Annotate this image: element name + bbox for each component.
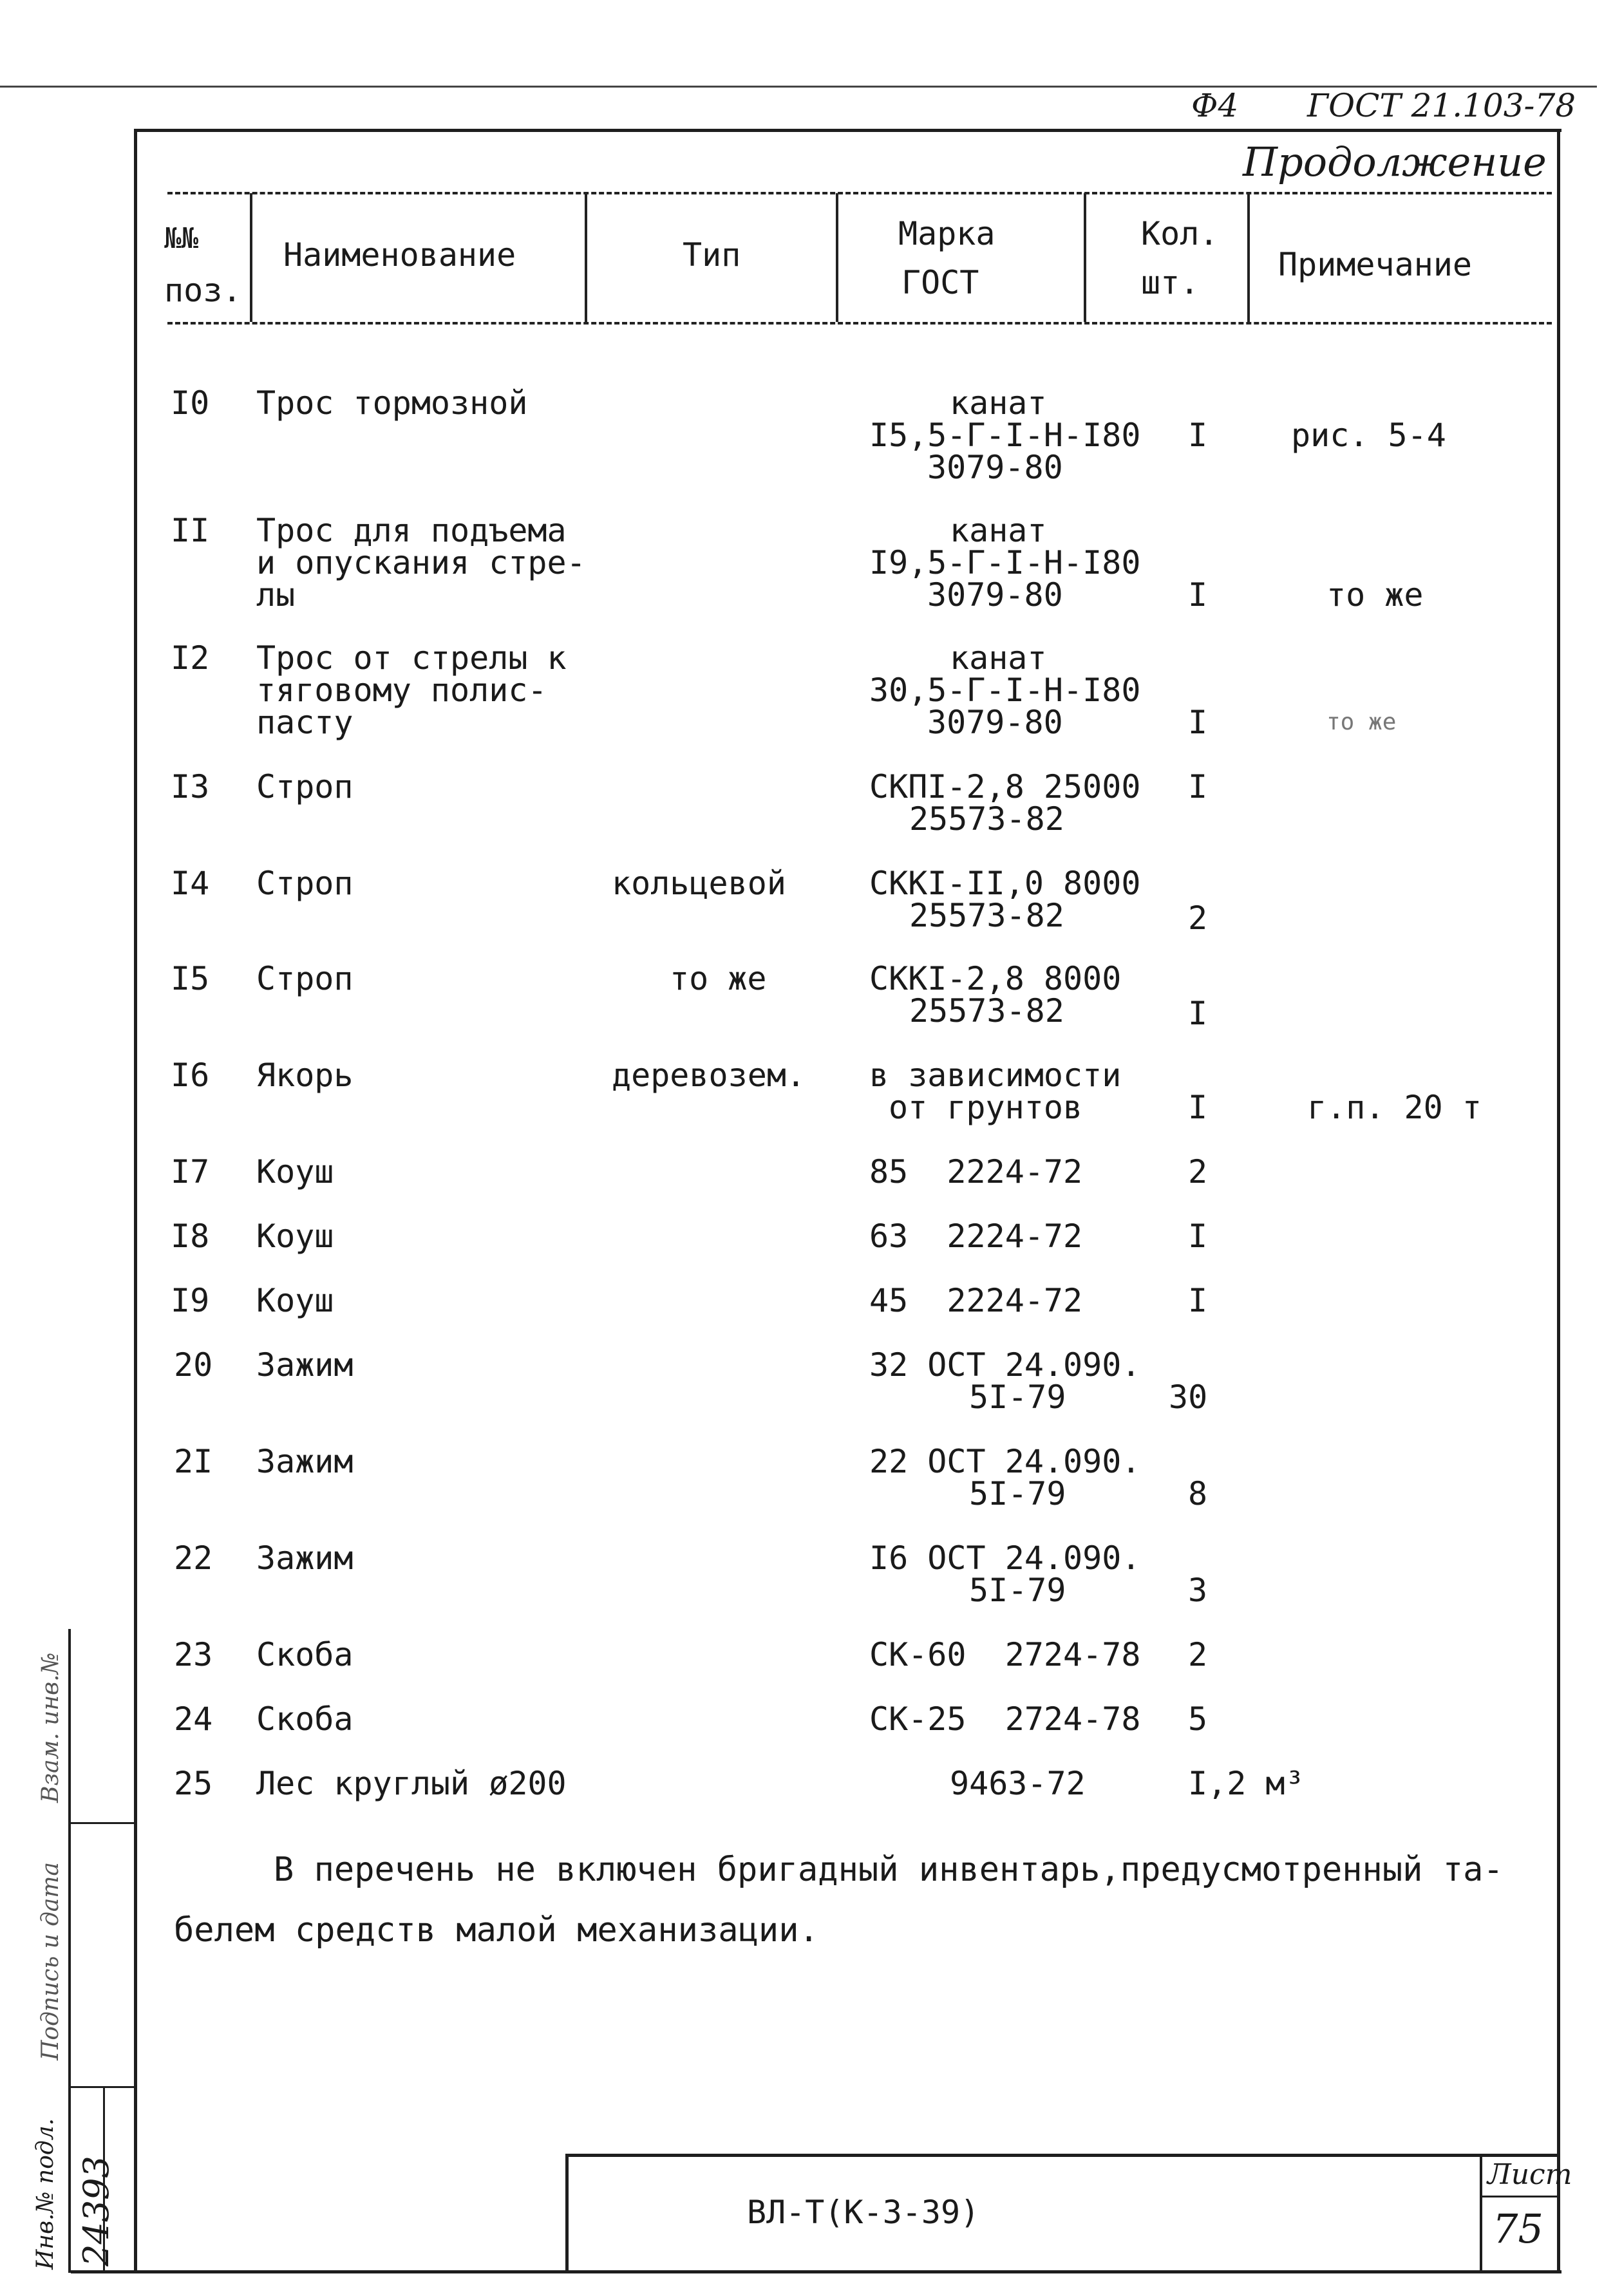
row-name: Скоба xyxy=(256,1636,354,1673)
row-mark: 30,5-Г-I-Н-I80 xyxy=(869,672,1141,709)
col-sep-5 xyxy=(1247,193,1250,322)
row-type: деревозем. xyxy=(612,1057,806,1094)
row-mark: 5I-79 xyxy=(969,1379,1066,1416)
row-mark: 5I-79 xyxy=(969,1572,1066,1609)
row-qty: 5 xyxy=(1188,1700,1208,1738)
titleblock-left xyxy=(565,2154,569,2273)
row-qty: I xyxy=(1188,576,1208,614)
row-mark: I6 ОСТ 24.090. xyxy=(869,1539,1141,1577)
row-qty: I xyxy=(1188,1089,1208,1126)
row-name: пасту xyxy=(256,704,354,741)
row-mark: СКПI-2,8 25000 xyxy=(869,768,1141,805)
titleblock-sheet-mid xyxy=(1481,2196,1558,2197)
row-name: Трос от стрелы к xyxy=(256,639,567,677)
row-mark: в зависимости xyxy=(869,1057,1122,1094)
row-pos: 24 xyxy=(174,1700,213,1738)
stamp-inv-number: 24393 xyxy=(76,2156,117,2266)
stamp-inv-label: Инв.№ подл. xyxy=(32,2118,59,2270)
titleblock-sheet-sep xyxy=(1480,2154,1482,2273)
row-pos: 2I xyxy=(174,1443,213,1480)
row-qty: I xyxy=(1188,417,1208,454)
row-mark: СККI-2,8 8000 xyxy=(869,960,1122,997)
sheet-label: Лист xyxy=(1487,2158,1572,2191)
row-qty: 2 xyxy=(1188,1636,1208,1673)
row-mark: 45 2224-72 xyxy=(869,1282,1083,1319)
row-mark: канат xyxy=(950,512,1047,549)
row-pos: 23 xyxy=(174,1636,213,1673)
row-name: Коуш xyxy=(256,1282,334,1319)
row-mark: СК-60 2724-78 xyxy=(869,1636,1141,1673)
document-code: ВЛ-Т(К-3-39) xyxy=(747,2194,980,2231)
row-mark: 63 2224-72 xyxy=(869,1218,1083,1255)
row-mark: 3079-80 xyxy=(927,576,1063,614)
col-sep-3 xyxy=(836,193,838,322)
header-rule-bottom xyxy=(167,322,1552,325)
col-note: Примечание xyxy=(1278,246,1473,283)
titleblock-top xyxy=(567,2154,1558,2157)
row-name: Трос для подъема xyxy=(256,512,567,549)
row-mark: 85 2224-72 xyxy=(869,1153,1083,1190)
row-pos: I3 xyxy=(171,768,210,805)
row-name: Зажим xyxy=(256,1539,354,1577)
row-type: то же xyxy=(670,960,767,997)
col-sep-2 xyxy=(585,193,587,322)
stamp-sign-label: Подпись и дата xyxy=(37,1862,64,2060)
row-name: Зажим xyxy=(256,1443,354,1480)
col-sep-1 xyxy=(250,193,252,322)
frame-left xyxy=(134,129,137,2273)
row-name: Скоба xyxy=(256,1700,354,1738)
row-mark: 22 ОСТ 24.090. xyxy=(869,1443,1141,1480)
row-mark: 3079-80 xyxy=(927,704,1063,741)
row-name: Строп xyxy=(256,960,354,997)
sheet-number: 75 xyxy=(1493,2205,1543,2252)
continuation-label: Продолжение xyxy=(1243,138,1547,185)
row-mark: 5I-79 xyxy=(969,1475,1066,1512)
col-qty-line1: Кол. xyxy=(1141,215,1219,252)
sheet-mark: Ф4 xyxy=(1191,87,1239,124)
row-pos: I4 xyxy=(171,865,210,902)
row-note: г.п. 20 т xyxy=(1307,1089,1482,1126)
row-qty: 3 xyxy=(1188,1572,1208,1609)
row-pos: I9 xyxy=(171,1282,210,1319)
col-qty-line2: шт. xyxy=(1141,264,1200,301)
row-note: рис. 5-4 xyxy=(1291,417,1446,454)
row-qty: I,2 м³ xyxy=(1188,1765,1305,1802)
stamp-strip-left xyxy=(68,1629,71,2273)
footnote-line-1: В перечень не включен бригадный инвентарь,предусмотренный та- xyxy=(274,1850,1504,1889)
frame-right xyxy=(1557,129,1560,2273)
stamp-row-1 xyxy=(70,1822,135,1824)
frame-top xyxy=(135,129,1561,132)
col-mark-line2: ГОСТ xyxy=(901,264,979,301)
row-mark: канат xyxy=(950,384,1047,422)
row-note: то же xyxy=(1326,576,1424,614)
row-name: тяговому полис- xyxy=(256,672,547,709)
row-qty: 30 xyxy=(1169,1379,1208,1416)
col-type: Тип xyxy=(683,236,741,274)
row-name: Трос тормозной xyxy=(256,384,528,422)
frame-bottom xyxy=(71,2270,1561,2273)
row-type: кольцевой xyxy=(612,865,786,902)
row-mark: 25573-82 xyxy=(909,800,1064,838)
row-name: Строп xyxy=(256,768,354,805)
col-sep-4 xyxy=(1084,193,1086,322)
col-mark-line1: Марка xyxy=(898,215,995,252)
stamp-row-2 xyxy=(70,2086,135,2088)
col-pos-line1: №№ xyxy=(164,222,198,255)
row-qty: I xyxy=(1188,768,1208,805)
row-mark: I9,5-Г-I-Н-I80 xyxy=(869,544,1141,581)
row-qty: 2 xyxy=(1188,899,1208,937)
row-mark: 3079-80 xyxy=(927,449,1063,486)
row-qty: I xyxy=(1188,995,1208,1032)
row-mark: от грунтов xyxy=(889,1089,1083,1126)
row-name: лы xyxy=(256,576,296,614)
row-mark: канат xyxy=(950,639,1047,677)
standard-code: ГОСТ 21.103-78 xyxy=(1307,87,1576,124)
row-pos: I5 xyxy=(171,960,210,997)
row-qty: 8 xyxy=(1188,1475,1208,1512)
row-name: Зажим xyxy=(256,1346,354,1384)
row-pos: 22 xyxy=(174,1539,213,1577)
row-name: Якорь xyxy=(256,1057,354,1094)
row-pos: I7 xyxy=(171,1153,210,1190)
row-pos: I8 xyxy=(171,1218,210,1255)
stamp-replace-label: Взам. инв.№ xyxy=(37,1652,64,1803)
col-name: Наименование xyxy=(283,236,516,274)
footnote-line-2: белем средств малой механизации. xyxy=(174,1911,819,1950)
row-qty: I xyxy=(1188,1218,1208,1255)
row-name: Коуш xyxy=(256,1153,334,1190)
row-pos: II xyxy=(171,512,210,549)
row-mark: 25573-82 xyxy=(909,897,1064,934)
row-mark: I5,5-Г-I-Н-I80 xyxy=(869,417,1141,454)
row-pos: I0 xyxy=(171,384,210,422)
row-name: и опускания стре- xyxy=(256,544,586,581)
row-name: Лес круглый ø200 xyxy=(256,1765,567,1802)
row-name: Строп xyxy=(256,865,354,902)
row-qty: I xyxy=(1188,704,1208,741)
row-pos: I6 xyxy=(171,1057,210,1094)
header-rule-top xyxy=(167,192,1552,194)
col-pos-line2: поз. xyxy=(164,272,242,309)
row-mark: СККI-II,0 8000 xyxy=(869,865,1141,902)
row-mark: 25573-82 xyxy=(909,992,1064,1030)
row-qty: 2 xyxy=(1188,1153,1208,1190)
row-pos: 20 xyxy=(174,1346,213,1384)
row-qty: I xyxy=(1188,1282,1208,1319)
row-note: то же xyxy=(1326,709,1397,735)
row-name: Коуш xyxy=(256,1218,334,1255)
row-mark: СК-25 2724-78 xyxy=(869,1700,1141,1738)
row-mark: 32 ОСТ 24.090. xyxy=(869,1346,1141,1384)
row-pos: I2 xyxy=(171,639,210,677)
row-pos: 25 xyxy=(174,1765,213,1802)
row-mark: 9463-72 xyxy=(950,1765,1086,1802)
